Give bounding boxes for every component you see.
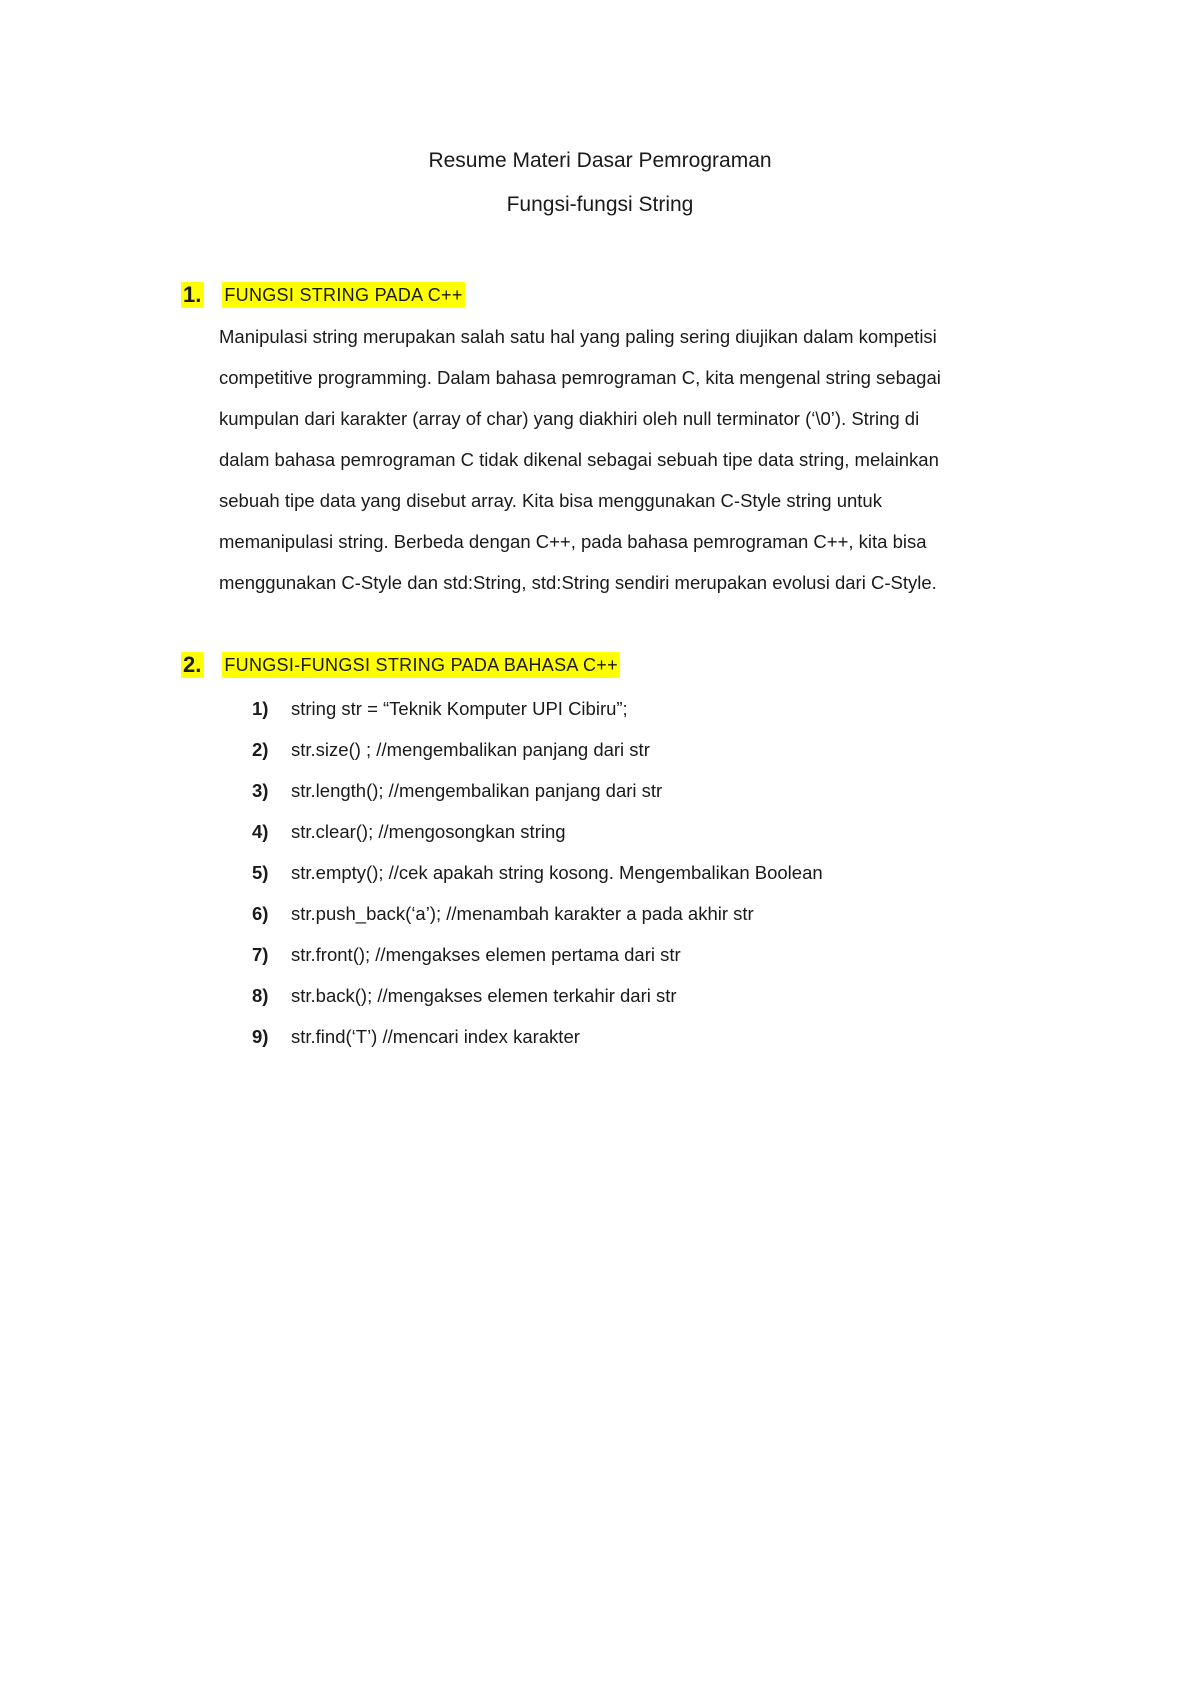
list-item-text: str.clear(); //mengosongkan string [291,821,566,842]
list-item [252,770,823,811]
section-2-number: 2. [181,652,204,678]
document-subtitle: Fungsi-fungsi String [506,193,694,216]
list-item-number: 9) [252,1026,269,1047]
list-item-text: str.front(); //mengakses elemen pertama dari str [291,944,681,965]
list-item [252,852,823,893]
list-item [252,934,823,975]
list-item [252,811,823,852]
section-2-heading [181,651,620,679]
list-item-number: 4) [252,821,269,842]
paragraph-line: sebuah tipe data yang disebut array. Kita bisa menggunakan C-Style string untuk [219,490,882,511]
paragraph-line: memanipulasi string. Berbeda dengan C++, pada bahasa pemrograman C++, kita bisa [219,531,927,552]
paragraph-line: dalam bahasa pemrograman C tidak dikenal sebagai sebuah tipe data string, melainkan [219,449,939,470]
list-item [252,1016,823,1057]
section-1-heading-text: FUNGSI STRING PADA C++ [222,282,464,308]
list-item-text: str.size() ; //mengembalikan panjang dari str [291,739,650,760]
list-item [252,975,823,1016]
list-item-text: str.length(); //mengembalikan panjang dari str [291,780,663,801]
list-item [252,893,823,934]
paragraph-line: competitive programming. Dalam bahasa pemrograman C, kita mengenal string sebagai [219,367,941,388]
paragraph-line: menggunakan C-Style dan std:String, std:String sendiri merupakan evolusi dari C-Style. [219,572,937,593]
list-item-number: 6) [252,903,269,924]
paragraph-line: kumpulan dari karakter (array of char) yang diakhiri oleh null terminator (‘\0’). String di [219,408,920,429]
list-item-number: 2) [252,739,269,760]
section-2-heading-text: FUNGSI-FUNGSI STRING PADA BAHASA C++ [222,652,620,678]
list-item-text: str.empty(); //cek apakah string kosong. Mengembalikan Boolean [291,862,823,883]
list-item [252,688,823,729]
paragraph-line: Manipulasi string merupakan salah satu hal yang paling sering diujikan dalam kompetisi [219,326,937,347]
string-functions-list [252,688,823,1057]
list-item-text: string str = “Teknik Komputer UPI Cibiru”; [291,698,628,719]
list-item-number: 1) [252,698,269,719]
list-item-number: 7) [252,944,269,965]
list-item [252,729,823,770]
list-item-text: str.push_back(‘a’); //menambah karakter a pada akhir str [291,903,754,924]
section-1-number: 1. [181,282,204,308]
list-item-text: str.back(); //mengakses elemen terkahir dari str [291,985,677,1006]
list-item-number: 5) [252,862,269,883]
list-item-number: 3) [252,780,269,801]
document-title: Resume Materi Dasar Pemrograman [428,149,772,172]
list-item-text: str.find(‘T’) //mencari index karakter [291,1026,580,1047]
list-item-number: 8) [252,985,269,1006]
section-1-paragraph [219,316,1019,603]
section-1-heading [181,281,465,309]
